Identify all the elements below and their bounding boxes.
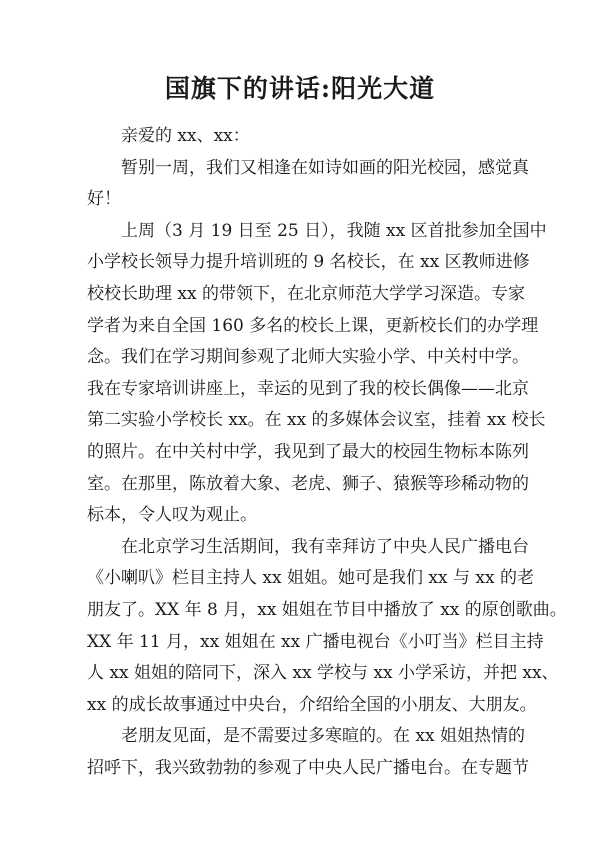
paragraph-3-line-1: 在北京学习生活期间，我有幸拜访了中央人民广播电台 [121,536,529,557]
paragraph-4-line-1: 老朋友见面，是不需要过多寒暄的。在 xx 姐姐热情的 [121,726,525,747]
paragraph-1-line-2: 好！ [87,189,121,210]
paragraph-2-line-4: 学者为来自全国 160 多名的校长上课，更新校长们的办学理 [87,315,539,336]
paragraph-2-line-7: 第二实验小学校长 xx。在 xx 的多媒体会议室，挂着 xx 校长 [87,410,546,431]
paragraph-2-line-2: 小学校长领导力提升培训班的 9 名校长，在 xx 区教师进修 [87,252,530,273]
paragraph-2-line-6: 我在专家培训讲座上，幸运的见到了我的校长偶像——北京 [87,378,529,399]
document-title: 国旗下的讲话:阳光大道 [164,74,436,103]
paragraph-4-line-2: 招呼下，我兴致勃勃的参观了中央人民广播电台。在专题节 [87,757,529,778]
paragraph-1-line-1: 暂别一周，我们又相逢在如诗如画的阳光校园，感觉真 [121,157,529,178]
paragraph-3-line-4: XX 年 11 月，xx 姐姐在 xx 广播电视台《小叮当》栏目主持 [87,631,544,652]
paragraph-2-line-10: 标本，令人叹为观止。 [87,505,257,526]
paragraph-3-line-6: xx 的成长故事通过中央台，介绍给全国的小朋友、大朋友。 [87,694,537,715]
paragraph-3-line-3: 朋友了。XX 年 8 月，xx 姐姐在节目中播放了 xx 的原创歌曲。 [87,599,567,620]
paragraph-2-line-1: 上周（3 月 19 日至 25 日），我随 xx 区首批参加全国中 [121,220,547,241]
paragraph-2-line-9: 室。在那里，陈放着大象、老虎、狮子、猿猴等珍稀动物的 [87,473,529,494]
paragraph-3-line-5: 人 xx 姐姐的陪同下，深入 xx 学校与 xx 小学采访，并把 xx、 [87,663,559,684]
salutation: 亲爱的 xx、xx： [121,126,250,146]
paragraph-3-line-2: 《小喇叭》栏目主持人 xx 姐姐。她可是我们 xx 与 xx 的老 [87,568,534,589]
document-body [87,121,567,784]
paragraph-2-line-3: 校校长助理 xx 的带领下，在北京师范大学学习深造。专家 [87,283,525,304]
paragraph-2-line-8: 的照片。在中关村中学，我见到了最大的校园生物标本陈列 [87,441,529,462]
paragraph-2-line-5: 念。我们在学习期间参观了北师大实验小学、中关村中学。 [87,347,529,368]
